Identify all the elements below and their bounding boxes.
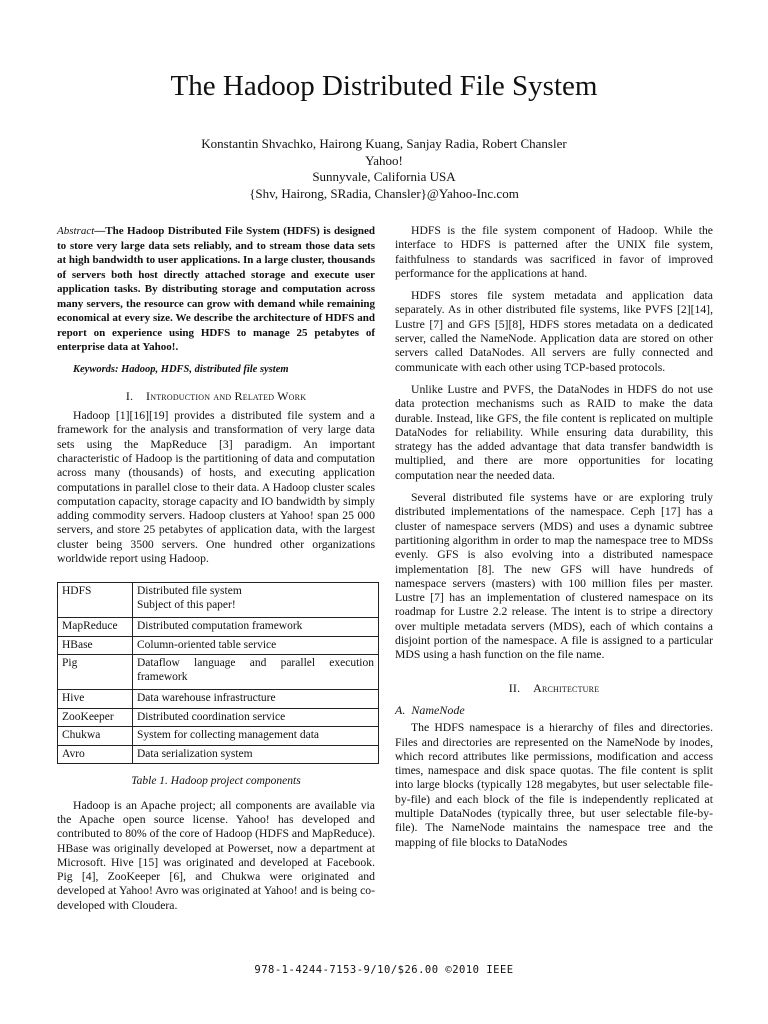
subsection-a-title: NameNode [411, 702, 465, 717]
table-cell-name: HDFS [58, 583, 133, 618]
table-row [58, 583, 379, 618]
table-cell-name: HBase [58, 636, 133, 655]
author-block [0, 136, 768, 202]
author-affiliation: Yahoo! [365, 152, 403, 168]
table-row [58, 745, 379, 764]
section-2-title: Architecture [533, 680, 600, 695]
table-cell-name: ZooKeeper [58, 708, 133, 727]
table-caption: Table 1. Hadoop project components [131, 775, 301, 788]
intro-paragraph-1: Hadoop [1][16][19] provides a distributed file system and a framework for the analysis and transformation of very large data sets using the MapReduce [3] paradigm. An important characteristic of Hadoop is the partitioning of data and computation across many (thousands) of hosts, and executing application computations in parallel close to their data. A Hadoop cluster scales computation capacity, storage capacity and IO bandwidth by simply adding commodity servers. Hadoop clusters at Yahoo! span 25 000 servers, and store 25 petabytes of application data, with the largest cluster being 3500 servers. One hundred other organizations worldwide report using Hadoop. [57, 409, 375, 566]
author-emails: {Shv, Hairong, SRadia, Chansler}@Yahoo-Inc.com [249, 185, 519, 201]
subsection-a-label: A. [395, 702, 406, 717]
author-location: Sunnyvale, California USA [312, 169, 456, 184]
table-row [58, 690, 379, 709]
abstract-text: The Hadoop Distributed File System (HDFS) is designed to store very large data sets reliably, and to stream those data sets at high bandwidth to user applications. In a large cluster, thousands of servers both host directly attached storage and execute user application tasks. By distributing storage and computation across many servers, the resource can grow with demand while remaining economical at every size. We describe the architecture of HDFS and report on experience using HDFS to manage 25 petabytes of enterprise data at Yahoo!. [57, 225, 375, 353]
table-cell-desc-line: Distributed file system [137, 585, 242, 598]
paper-title: The Hadoop Distributed File System [170, 70, 598, 102]
namenode-paragraph-1: The HDFS namespace is a hierarchy of files and directories. Files and directories are represented on the NameNode by inodes, which record attributes like permissions, modification and access times, namespace and disk space quotas. The file content is split into large blocks (typically 128 megabytes, but user selectable file-by-file) and each block of the file is independently replicated at multiple DataNodes (typically three, but user selectable file-by-file). The NameNode maintains the namespace tree and the mapping of file blocks to DataNodes [395, 721, 713, 849]
keywords: Keywords: Hadoop, HDFS, distributed file system [73, 363, 289, 375]
intro-paragraph-4: HDFS stores file system metadata and application data separately. As in other distributed file systems, like PVFS [2][14], Lustre [7] and GFS [5][8], HDFS stores metadata on a dedicated server, called the NameNode. Application data are stored on other servers called DataNodes. All servers are fully connected and communicate with each other using TCP-based protocols. [395, 289, 713, 374]
table-row [58, 655, 379, 690]
table-cell-name: Chukwa [58, 727, 133, 746]
table-row [58, 618, 379, 637]
intro-paragraph-3: HDFS is the file system component of Hadoop. While the interface to HDFS is patterned after the UNIX file system, faithfulness to standards was sacrificed in favor of improved performance for the applications at hand. [395, 224, 713, 280]
table-cell-desc [133, 583, 379, 618]
table-cell-desc: Column-oriented table service [133, 636, 379, 655]
table-cell-desc: Distributed computation framework [133, 618, 379, 637]
table-cell-name: MapReduce [58, 618, 133, 637]
table-row [58, 727, 379, 746]
table-row [58, 636, 379, 655]
abstract-dash: — [94, 225, 106, 237]
right-column [395, 224, 713, 858]
table-cell-desc: Dataflow language and parallel execution framework [133, 655, 379, 690]
author-names: Konstantin Shvachko, Hairong Kuang, Sanjay Radia, Robert Chansler [201, 136, 567, 151]
intro-paragraph-6: Several distributed file systems have or are exploring truly distributed implementations of the namespace. Ceph [17] has a cluster of namespace servers (MDS) and uses a dynamic subtree partitioning algorithm in order to map the namespace tree to MDSs evenly. GFS is also evolving into a distributed namespace implementation [8]. The new GFS will have hundreds of namespace servers (masters) with 100 million files per master. Lustre [7] has an implementation of clustered namespace on its roadmap for Lustre 2.2 release. The intent is to stripe a directory over multiple metadata servers (MDS), each of which contains a disjoint portion of the namespace. A file is assigned to a particular MDS using a hash function on the file name. [395, 491, 713, 662]
section-1-number: I. [125, 388, 134, 403]
table-cell-desc: Data warehouse infrastructure [133, 690, 379, 709]
table-cell-desc: Data serialization system [133, 745, 379, 764]
table-cell-desc-line: Subject of this paper! [137, 598, 236, 611]
section-1-title: Introduction and Related Work [146, 388, 307, 403]
abstract-label: Abstract [57, 225, 95, 237]
left-column [57, 224, 375, 921]
abstract [57, 224, 375, 355]
table-cell-name: Pig [58, 655, 133, 690]
intro-paragraph-5: Unlike Lustre and PVFS, the DataNodes in HDFS do not use data protection mechanisms such as RAID to make the data durable. Instead, like GFS, the file content is replicated on multiple DataNodes for reliability. While ensuring data durability, this strategy has the added advantage that data transfer bandwidth is multiplied, and there are more opportunities for locating computation near the needed data. [395, 382, 713, 482]
table-row [58, 708, 379, 727]
copyright-footer: 978-1-4244-7153-9/10/$26.00 ©2010 IEEE [254, 964, 514, 976]
table-cell-name: Avro [58, 745, 133, 764]
section-2-heading [395, 681, 713, 695]
table-cell-desc: System for collecting management data [133, 727, 379, 746]
subsection-a-heading [395, 703, 713, 717]
table-cell-name: Hive [58, 690, 133, 709]
intro-paragraph-2: Hadoop is an Apache project; all components are available via the Apache open source license. Yahoo! has developed and contributed to 80% of the core of Hadoop (HDFS and MapReduce). HBase was originally developed at Powerset, now a department at Microsoft. Hive [15] was originated and developed at Facebook. Pig [4], ZooKeeper [6], and Chukwa were originated and developed at Yahoo! Avro was originated at Yahoo! and is being co-developed with Cloudera. [57, 798, 375, 912]
table-cell-desc: Distributed coordination service [133, 708, 379, 727]
section-2-number: II. [508, 680, 521, 695]
project-components-table [57, 582, 379, 764]
section-1-heading [57, 389, 375, 403]
